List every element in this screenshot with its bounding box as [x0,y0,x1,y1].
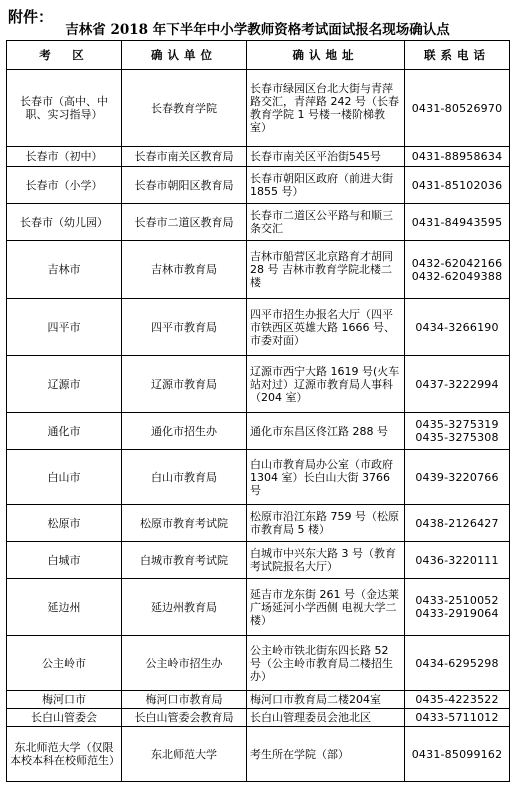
region-cell: 东北师范大学（仅限本校本科在校师范生） [7,727,122,782]
address-cell: 辽源市西宁大路 1619 号(火车站对过）辽源市教育局人事科（204 室） [247,356,405,413]
phone-cell: 0431-85099162 [405,727,510,782]
unit-cell: 吉林市教育局 [122,241,247,299]
table-row [7,450,510,505]
header-phone: 联系电话 [405,41,510,70]
address-cell: 长春市绿园区台北大街与青萍路交汇，青萍路 242 号（长春教育学院 1 号楼一楼阶梯教室） [247,70,405,147]
table-row [7,204,510,241]
region-cell: 长春市（高中、中职、实习指导） [7,70,122,147]
region-cell: 四平市 [7,299,122,356]
unit-cell: 延边州教育局 [122,579,247,636]
table-row [7,636,510,691]
region-cell: 公主岭市 [7,636,122,691]
address-cell: 通化市东昌区佟江路 288 号 [247,413,405,450]
unit-cell: 长春市二道区教育局 [122,204,247,241]
phone-cell: 0433-5711012 [405,709,510,727]
region-cell: 长春市（初中） [7,147,122,167]
table-row [7,691,510,709]
phone-cell: 0439-3220766 [405,450,510,505]
unit-cell: 长白山管委会教育局 [122,709,247,727]
phone-cell: 0431-80526970 [405,70,510,147]
unit-cell: 长春市朝阳区教育局 [122,167,247,204]
table-row [7,727,510,782]
document-title: 吉林省 2018 年下半年中小学教师资格考试面试报名现场确认点 [65,22,450,38]
phone-cell: 0438-2126427 [405,505,510,542]
address-cell: 考生所在学院（部） [247,727,405,782]
unit-cell: 长春教育学院 [122,70,247,147]
unit-cell: 通化市招生办 [122,413,247,450]
header-unit: 确认单位 [122,41,247,70]
table-row [7,505,510,542]
unit-cell: 公主岭市招生办 [122,636,247,691]
region-cell: 白山市 [7,450,122,505]
address-cell: 四平市招生办报名大厅（四平市铁西区英雄大路 1666 号、市委对面） [247,299,405,356]
table-row [7,542,510,579]
region-cell: 松原市 [7,505,122,542]
table-header-row [7,41,510,70]
address-cell: 吉林市船营区北京路育才胡同28 号 吉林市教育学院北楼二楼 [247,241,405,299]
unit-cell: 松原市教育考试院 [122,505,247,542]
region-cell: 长春市（小学） [7,167,122,204]
confirmation-sites-table [6,40,510,782]
address-cell: 延吉市龙东街 261 号（金达莱广场延河小学西侧 电视大学二楼） [247,579,405,636]
region-cell: 延边州 [7,579,122,636]
phone-cell: 0435-4223522 [405,691,510,709]
address-cell: 梅河口市教育局二楼204室 [247,691,405,709]
address-cell: 白城市中兴东大路 3 号（教育考试院报名大厅） [247,542,405,579]
unit-cell: 四平市教育局 [122,299,247,356]
header-address: 确认地址 [247,41,405,70]
table-row [7,70,510,147]
phone-cell: 0432-62042166 0432-62049388 [405,241,510,299]
table-row [7,241,510,299]
table-row [7,147,510,167]
address-cell: 长春市二道区公平路与和顺三条交汇 [247,204,405,241]
unit-cell: 东北师范大学 [122,727,247,782]
unit-cell: 白山市教育局 [122,450,247,505]
table-row [7,356,510,413]
address-cell: 白山市教育局办公室（市政府 1304 室）长白山大街 3766 号 [247,450,405,505]
table-row [7,299,510,356]
region-cell: 吉林市 [7,241,122,299]
region-cell: 长白山管委会 [7,709,122,727]
address-cell: 公主岭市铁北街东四长路 52 号（公主岭市教育局二楼招生办） [247,636,405,691]
attachment-label: 附件： [8,8,54,26]
phone-cell: 0434-6295298 [405,636,510,691]
address-cell: 长春市南关区平治街545号 [247,147,405,167]
phone-cell: 0437-3222994 [405,356,510,413]
region-cell: 白城市 [7,542,122,579]
table-row [7,579,510,636]
header-region: 考 区 [7,41,122,70]
phone-cell: 0434-3266190 [405,299,510,356]
phone-cell: 0431-85102036 [405,167,510,204]
phone-cell: 0435-3275319 0435-3275308 [405,413,510,450]
unit-cell: 长春市南关区教育局 [122,147,247,167]
table-row [7,709,510,727]
phone-cell: 0433-2510052 0433-2919064 [405,579,510,636]
unit-cell: 白城市教育考试院 [122,542,247,579]
table-row [7,413,510,450]
unit-cell: 梅河口市教育局 [122,691,247,709]
phone-cell: 0436-3220111 [405,542,510,579]
address-cell: 长春市朝阳区政府（前进大街 1855 号） [247,167,405,204]
region-cell: 通化市 [7,413,122,450]
region-cell: 长春市（幼儿园） [7,204,122,241]
unit-cell: 辽源市教育局 [122,356,247,413]
phone-cell: 0431-88958634 [405,147,510,167]
table-row [7,167,510,204]
region-cell: 辽源市 [7,356,122,413]
phone-cell: 0431-84943595 [405,204,510,241]
address-cell: 松原市沿江东路 759 号（松原市教育局 5 楼） [247,505,405,542]
address-cell: 长白山管理委员会池北区 [247,709,405,727]
region-cell: 梅河口市 [7,691,122,709]
